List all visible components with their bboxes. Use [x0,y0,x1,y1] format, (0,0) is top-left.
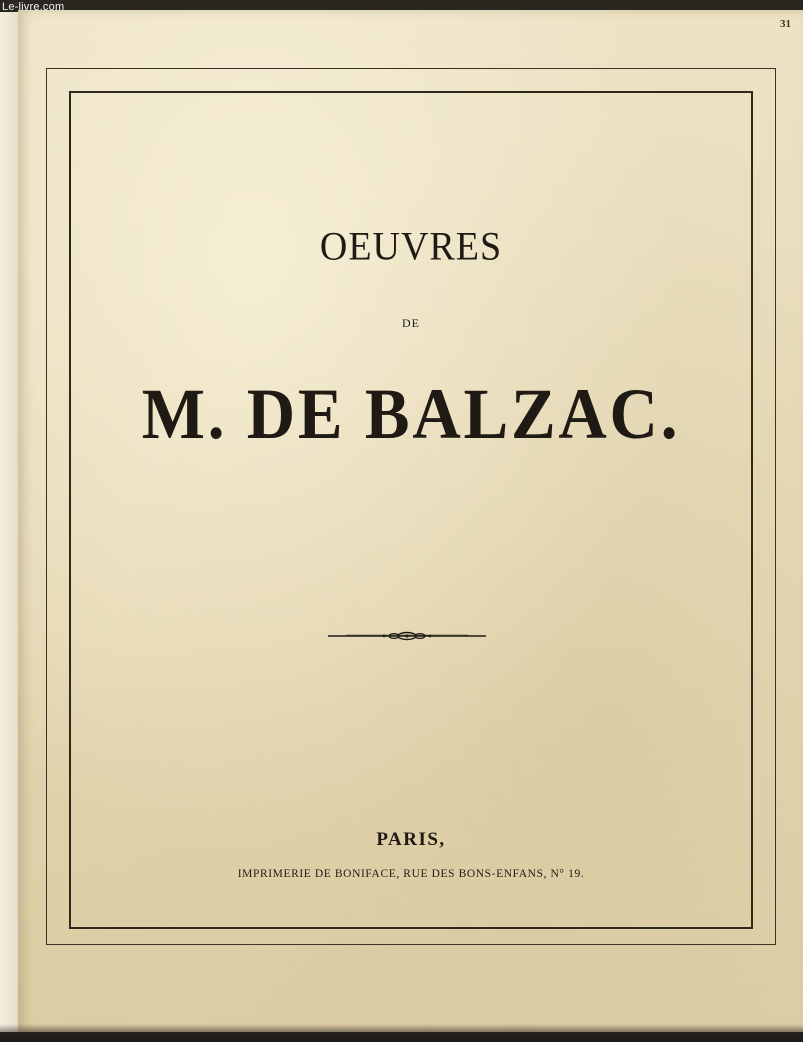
author-name: M. DE BALZAC. [141,374,681,454]
title-page-content [69,91,753,929]
work-title: OEUVRES [319,224,503,270]
page-number: 31 [780,18,791,30]
title-connector: DE [402,316,420,330]
watermark: Le-livre.com [2,1,65,13]
bottom-page-shadow [0,1024,803,1042]
printer-imprint: IMPRIMERIE DE BONIFACE, RUE DES BONS-ENFANS, N° 19. [237,868,585,880]
decorative-rule-icon [326,629,488,643]
publication-city: PARIS, [376,829,446,850]
